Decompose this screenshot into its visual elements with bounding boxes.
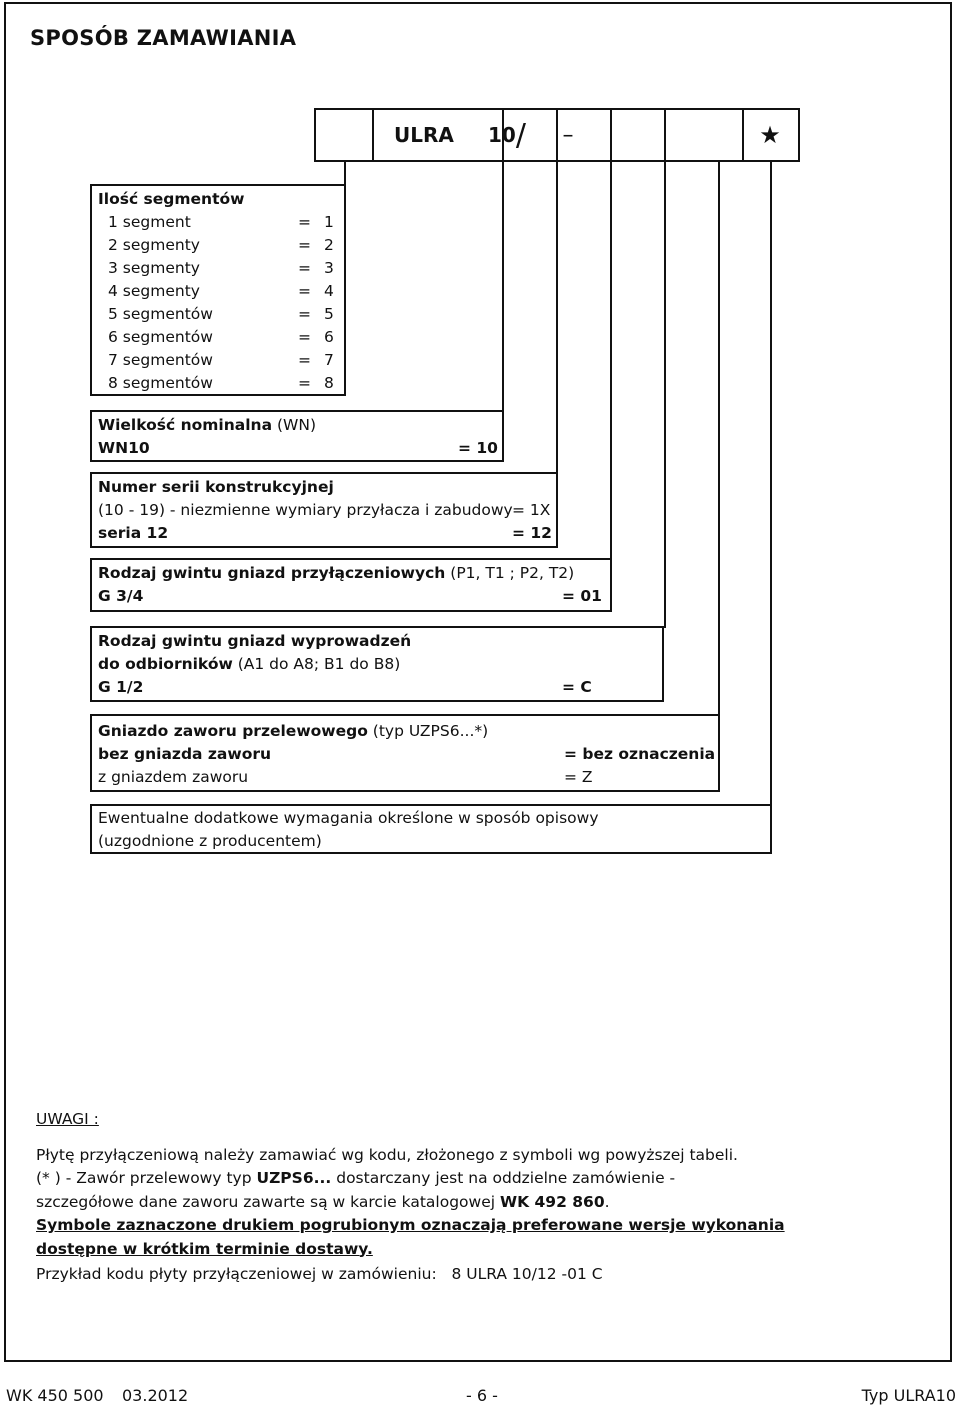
series-value: = 12 [512,524,552,542]
notes-heading: UWAGI : [36,1110,99,1128]
code-dash: – [562,122,574,148]
extra-line1: Ewentualne dodatkowe wymagania określone w sposób opisowy [98,809,599,827]
segment-code: 7 [324,351,334,369]
notes-example-code: 8 ULRA 10/12 -01 C [451,1265,603,1283]
notes-line2-c: dostarczany jest na oddzielne zamówienie - [336,1169,676,1187]
series-box [90,472,558,548]
segment-equals: = [298,282,311,300]
footer-date: 03.2012 [122,1386,189,1405]
nominal-value: = 10 [458,439,498,457]
code-cell-thread-out [664,108,744,162]
segment-code: 4 [324,282,334,300]
notes-line4: Symbole zaznaczone drukiem pogrubionym oznaczają preferowane wersje wykonania [36,1216,785,1234]
thread-conn-ports: (P1, T1 ; P2, T2) [450,564,575,582]
valve-seat-heading: Gniazdo zaworu przelewowego [98,722,368,740]
valve-seat-row2-value: = Z [564,768,593,786]
code-cell-quantity [314,108,374,162]
valve-seat-row1-label: bez gniazda zaworu [98,745,272,763]
valve-seat-box [90,714,720,792]
code-cell-size [488,108,558,162]
footer-type: Typ ULRA10 [861,1386,956,1405]
code-cell-type [372,108,504,162]
segment-equals: = [298,305,311,323]
segment-row [98,280,344,303]
notes-line3-end: . [604,1192,610,1211]
notes-line2 [36,1167,756,1191]
thread-out-value: = C [562,678,592,696]
footer-doc-number: WK 450 500 [6,1386,104,1405]
segment-code: 3 [324,259,334,277]
connector-line [610,160,612,560]
segment-equals: = [298,259,311,277]
segment-code: 6 [324,328,334,346]
thread-out-ports: (A1 do A8; B1 do B8) [237,655,401,673]
segment-row [98,349,344,372]
segment-row [98,303,344,326]
code-cell-extra [742,108,800,162]
segment-row [98,257,344,280]
segment-equals: = [298,351,311,369]
segment-equals: = [298,328,311,346]
series-label: seria 12 [98,524,169,542]
notes-catalog-ref: WK 492 860 [500,1192,605,1211]
star-icon: ★ [759,121,781,149]
page-title: SPOSÓB ZAMAWIANIA [30,26,297,50]
thread-connection-box [90,558,612,612]
nominal-size-box [90,410,504,462]
notes-line2-a: (* ) - Zawór przelewowy typ [36,1169,252,1187]
extra-line2: (uzgodnione z producentem) [98,832,322,850]
segments-list [98,211,344,395]
segments-heading: Ilość segmentów [98,190,245,208]
segment-label: 6 segmentów [108,328,213,346]
segment-equals: = [298,213,311,231]
segment-code: 8 [324,374,334,392]
segment-equals: = [298,374,311,392]
notes-example-label: Przykład kodu płyty przyłączeniowej w zamówieniu: [36,1265,437,1283]
segment-label: 8 segmentów [108,374,213,392]
segment-label: 1 segment [108,213,191,231]
thread-outlet-box [90,626,664,702]
code-slash: / [515,117,526,153]
thread-conn-label: G 3/4 [98,587,144,605]
series-heading: Numer serii konstrukcyjnej [98,478,334,496]
segment-label: 5 segmentów [108,305,213,323]
code-type: ULRA [394,123,454,147]
valve-seat-row1-value: = bez oznaczenia [564,745,716,763]
thread-conn-value: = 01 [562,587,602,605]
connector-line [502,160,504,412]
segment-equals: = [298,236,311,254]
valve-seat-type: (typ UZPS6...*) [372,722,489,740]
segment-label: 4 segmenty [108,282,200,300]
segment-label: 7 segmentów [108,351,213,369]
segment-row [98,326,344,349]
thread-out-line2: do odbiorników [98,655,233,673]
segments-box [90,184,346,396]
segment-row [98,234,344,257]
segment-label: 2 segmenty [108,236,200,254]
valve-seat-row2-label: z gniazdem zaworu [98,768,249,786]
connector-line [664,160,666,628]
connector-line [770,160,772,806]
notes-line3-a: szczegółowe dane zaworu zawarte są w karcie katalogowej [36,1192,496,1211]
segment-row [98,211,344,234]
code-cell-thread-conn [610,108,666,162]
thread-out-heading: Rodzaj gwintu gniazd wyprowadzeń [98,632,412,650]
notes-line1: Płytę przyłączeniową należy zamawiać wg kodu, złożonego z symboli wg powyższej tabeli. [36,1145,738,1164]
segment-label: 3 segmenty [108,259,200,277]
connector-line [556,160,558,474]
segment-code: 5 [324,305,334,323]
thread-out-label: G 1/2 [98,678,144,696]
extra-requirements-box [90,804,772,854]
segment-code: 2 [324,236,334,254]
segment-row [98,372,344,395]
footer-page-number: - 6 - [466,1386,498,1405]
notes-line5: dostępne w krótkim terminie dostawy. [36,1239,373,1258]
notes-line3 [36,1191,756,1215]
nominal-label: WN10 [98,439,150,457]
series-line1: (10 - 19) - niezmienne wymiary przyłacza i zabudowy [98,501,513,519]
connector-line [718,160,720,716]
thread-conn-heading: Rodzaj gwintu gniazd przyłączeniowych [98,564,446,582]
nominal-heading: Wielkość nominalna [98,416,273,434]
connector-line [344,160,346,186]
nominal-heading-note: (WN) [276,416,316,434]
series-line1-value: = 1X [512,501,551,519]
notes-section [36,1108,785,1287]
notes-line2-code: UZPS6... [256,1169,332,1187]
code-size: 10 [488,123,516,147]
segment-code: 1 [324,213,334,231]
code-cell-series [556,108,612,162]
